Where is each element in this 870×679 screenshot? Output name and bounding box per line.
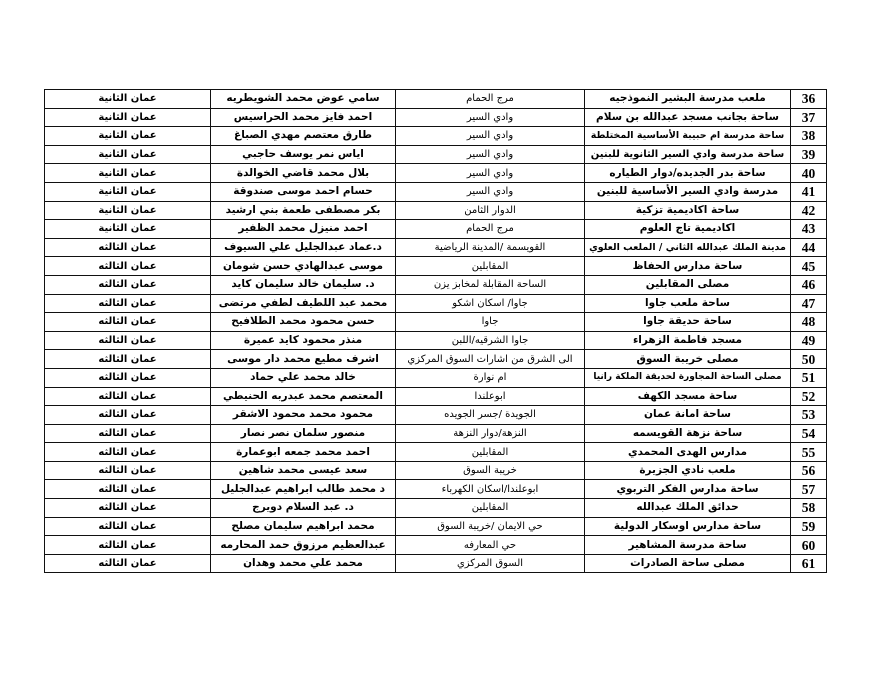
site-name-cell: مدارس الهدى المحمدي	[585, 443, 791, 462]
responsible-person-cell: اياس نمر يوسف حاجبي	[211, 145, 396, 164]
site-name-cell: ملعب نادي الجزيرة	[585, 461, 791, 480]
directorate-cell: عمان الثانية	[45, 220, 211, 239]
responsible-person-cell: حسام احمد موسى صندوقة	[211, 182, 396, 201]
table-row	[45, 220, 827, 239]
row-number-cell: 52	[791, 387, 827, 406]
responsible-person-cell: احمد محمد جمعه ابوعمارة	[211, 443, 396, 462]
row-number-cell: 56	[791, 461, 827, 480]
row-number-cell: 41	[791, 182, 827, 201]
responsible-person-cell: بكر مصطفى طعمة بني ارشيد	[211, 201, 396, 220]
prayer-sites-table	[44, 89, 827, 573]
row-number-cell: 50	[791, 350, 827, 369]
site-name-cell: ساحة نزهة القويسمه	[585, 424, 791, 443]
site-name-cell: ساحة مسجد الكهف	[585, 387, 791, 406]
responsible-person-cell: سامي عوض محمد الشويطريه	[211, 90, 396, 109]
table-row	[45, 480, 827, 499]
row-number-cell: 43	[791, 220, 827, 239]
area-name-cell: المقابلين	[396, 443, 585, 462]
area-name-cell: جاوا	[396, 313, 585, 332]
site-name-cell: ملعب مدرسة البشير النموذجيه	[585, 90, 791, 109]
area-name-cell: حي الايمان /خريبة السوق	[396, 517, 585, 536]
directorate-cell: عمان الثالثه	[45, 331, 211, 350]
responsible-person-cell: محمد ابراهيم سليمان مصلح	[211, 517, 396, 536]
row-number-cell: 37	[791, 108, 827, 127]
table-row	[45, 387, 827, 406]
row-number-cell: 47	[791, 294, 827, 313]
row-number-cell: 46	[791, 275, 827, 294]
directorate-cell: عمان الثالثه	[45, 480, 211, 499]
row-number-cell: 40	[791, 164, 827, 183]
responsible-person-cell: خالد محمد علي حماد	[211, 368, 396, 387]
site-name-cell: مسجد فاطمة الزهراء	[585, 331, 791, 350]
table-row	[45, 257, 827, 276]
responsible-person-cell: محمد علي محمد وهدان	[211, 554, 396, 573]
directorate-cell: عمان الثالثه	[45, 294, 211, 313]
area-name-cell: وادي السير	[396, 127, 585, 146]
responsible-person-cell: حسن محمود محمد الطلافيح	[211, 313, 396, 332]
directorate-cell: عمان الثالثه	[45, 275, 211, 294]
table-row	[45, 331, 827, 350]
site-name-cell: مصلى الساحة المجاورة لحديقة الملكة رانيا	[585, 368, 791, 387]
row-number-cell: 49	[791, 331, 827, 350]
directorate-cell: عمان الثالثه	[45, 461, 211, 480]
area-name-cell: الجويدة /جسر الجويده	[396, 406, 585, 425]
responsible-person-cell: طارق معتصم مهدي الصباغ	[211, 127, 396, 146]
directorate-cell: عمان الثالثه	[45, 257, 211, 276]
row-number-cell: 42	[791, 201, 827, 220]
area-name-cell: المقابلين	[396, 257, 585, 276]
row-number-cell: 48	[791, 313, 827, 332]
responsible-person-cell: منذر محمود كايد عميرة	[211, 331, 396, 350]
table-row	[45, 182, 827, 201]
site-name-cell: ساحة حديقة جاوا	[585, 313, 791, 332]
table-row	[45, 406, 827, 425]
directorate-cell: عمان الثالثه	[45, 313, 211, 332]
site-name-cell: ساحة امانة عمان	[585, 406, 791, 425]
responsible-person-cell: عبدالعظيم مرزوق حمد المحارمه	[211, 536, 396, 555]
area-name-cell: الساحة المقابلة لمخابز يزن	[396, 275, 585, 294]
directorate-cell: عمان الثالثه	[45, 387, 211, 406]
site-name-cell: حدائق الملك عبدالله	[585, 499, 791, 518]
row-number-cell: 54	[791, 424, 827, 443]
row-number-cell: 53	[791, 406, 827, 425]
site-name-cell: ساحة بجانب مسجد عبدالله بن سلام	[585, 108, 791, 127]
site-name-cell: ساحة مدرسة ام حبيبة الأساسية المختلطة	[585, 127, 791, 146]
directorate-cell: عمان الثالثه	[45, 554, 211, 573]
table-row	[45, 313, 827, 332]
row-number-cell: 39	[791, 145, 827, 164]
directorate-cell: عمان الثانية	[45, 90, 211, 109]
directorate-cell: عمان الثالثه	[45, 499, 211, 518]
responsible-person-cell: بلال محمد قاضي الخوالدة	[211, 164, 396, 183]
row-number-cell: 57	[791, 480, 827, 499]
table-row	[45, 90, 827, 109]
area-name-cell: الدوار الثامن	[396, 201, 585, 220]
site-name-cell: مصلى المقابلين	[585, 275, 791, 294]
table-row	[45, 201, 827, 220]
site-name-cell: ساحة اكاديمية تزكية	[585, 201, 791, 220]
site-name-cell: ساحة مدارس الفكر التربوي	[585, 480, 791, 499]
table-row	[45, 294, 827, 313]
directorate-cell: عمان الثانية	[45, 201, 211, 220]
responsible-person-cell: منصور سلمان نصر نصار	[211, 424, 396, 443]
table-row	[45, 368, 827, 387]
area-name-cell: وادي السير	[396, 145, 585, 164]
row-number-cell: 38	[791, 127, 827, 146]
responsible-person-cell: اشرف مطيع محمد دار موسى	[211, 350, 396, 369]
table-row	[45, 536, 827, 555]
area-name-cell: ابوعلندا/اسكان الكهرباء	[396, 480, 585, 499]
site-name-cell: ساحة بدر الجديده/دوار الطياره	[585, 164, 791, 183]
responsible-person-cell: محمد عبد اللطيف لطفي مرتضى	[211, 294, 396, 313]
area-name-cell: جاوا الشرقيه/اللبن	[396, 331, 585, 350]
area-name-cell: ام نوارة	[396, 368, 585, 387]
area-name-cell: وادي السير	[396, 182, 585, 201]
area-name-cell: الى الشرق من اشارات السوق المركزي	[396, 350, 585, 369]
site-name-cell: ساحة مدرسة المشاهير	[585, 536, 791, 555]
table-row	[45, 424, 827, 443]
directorate-cell: عمان الثالثه	[45, 238, 211, 257]
responsible-person-cell: د. سليمان خالد سليمان كايد	[211, 275, 396, 294]
responsible-person-cell: احمد فايز محمد الحراسيس	[211, 108, 396, 127]
table-row	[45, 108, 827, 127]
row-number-cell: 60	[791, 536, 827, 555]
row-number-cell: 55	[791, 443, 827, 462]
directorate-cell: عمان الثالثه	[45, 536, 211, 555]
directorate-cell: عمان الثالثه	[45, 406, 211, 425]
site-name-cell: ساحة مدارس الحفاظ	[585, 257, 791, 276]
row-number-cell: 58	[791, 499, 827, 518]
site-name-cell: مصلى ساحة الصادرات	[585, 554, 791, 573]
area-name-cell: وادي السير	[396, 108, 585, 127]
directorate-cell: عمان الثالثه	[45, 350, 211, 369]
table-row	[45, 461, 827, 480]
directorate-cell: عمان الثانية	[45, 164, 211, 183]
responsible-person-cell: سعد عيسى محمد شاهين	[211, 461, 396, 480]
directorate-cell: عمان الثالثه	[45, 368, 211, 387]
table-row	[45, 499, 827, 518]
area-name-cell: النزهة/دوار النزهة	[396, 424, 585, 443]
site-name-cell: ساحة ملعب جاوا	[585, 294, 791, 313]
table-row	[45, 350, 827, 369]
directorate-cell: عمان الثانية	[45, 182, 211, 201]
directorate-cell: عمان الثانية	[45, 108, 211, 127]
row-number-cell: 45	[791, 257, 827, 276]
table-body	[45, 90, 827, 573]
area-name-cell: وادي السير	[396, 164, 585, 183]
directorate-cell: عمان الثانية	[45, 127, 211, 146]
table-row	[45, 238, 827, 257]
site-name-cell: مدينة الملك عبدالله الثاني / الملعب العلوي	[585, 238, 791, 257]
site-name-cell: مصلى خريبة السوق	[585, 350, 791, 369]
row-number-cell: 51	[791, 368, 827, 387]
site-name-cell: اكاديمية تاج العلوم	[585, 220, 791, 239]
table-row	[45, 164, 827, 183]
area-name-cell: المقابلين	[396, 499, 585, 518]
row-number-cell: 59	[791, 517, 827, 536]
area-name-cell: حي المعارفه	[396, 536, 585, 555]
area-name-cell: السوق المركزي	[396, 554, 585, 573]
directorate-cell: عمان الثانية	[45, 145, 211, 164]
site-name-cell: مدرسة وادي السير الأساسية للبنين	[585, 182, 791, 201]
area-name-cell: القويسمة /المدينة الرياضية	[396, 238, 585, 257]
responsible-person-cell: محمود محمد محمود الاشقر	[211, 406, 396, 425]
area-name-cell: ابوعلندا	[396, 387, 585, 406]
row-number-cell: 36	[791, 90, 827, 109]
area-name-cell: جاوا/ اسكان اشكو	[396, 294, 585, 313]
site-name-cell: ساحة مدرسة وادي السير الثانوية للبنين	[585, 145, 791, 164]
table-row	[45, 443, 827, 462]
row-number-cell: 44	[791, 238, 827, 257]
table-row	[45, 517, 827, 536]
directorate-cell: عمان الثالثه	[45, 517, 211, 536]
area-name-cell: مرج الحمام	[396, 220, 585, 239]
responsible-person-cell: د محمد طالب ابراهيم عبدالجليل	[211, 480, 396, 499]
area-name-cell: مرج الحمام	[396, 90, 585, 109]
table-row	[45, 554, 827, 573]
site-name-cell: ساحة مدارس اوسكار الدولية	[585, 517, 791, 536]
row-number-cell: 61	[791, 554, 827, 573]
table-row	[45, 145, 827, 164]
directorate-cell: عمان الثالثه	[45, 443, 211, 462]
responsible-person-cell: موسى عبدالهادي حسن شومان	[211, 257, 396, 276]
table-row	[45, 275, 827, 294]
responsible-person-cell: د.عماد عبدالجليل علي السيوف	[211, 238, 396, 257]
area-name-cell: خريبة السوق	[396, 461, 585, 480]
responsible-person-cell: احمد منيزل محمد الظفير	[211, 220, 396, 239]
responsible-person-cell: المعتصم محمد عبدربه الحنيطي	[211, 387, 396, 406]
table-row	[45, 127, 827, 146]
responsible-person-cell: د. عبد السلام دويرج	[211, 499, 396, 518]
directorate-cell: عمان الثالثه	[45, 424, 211, 443]
